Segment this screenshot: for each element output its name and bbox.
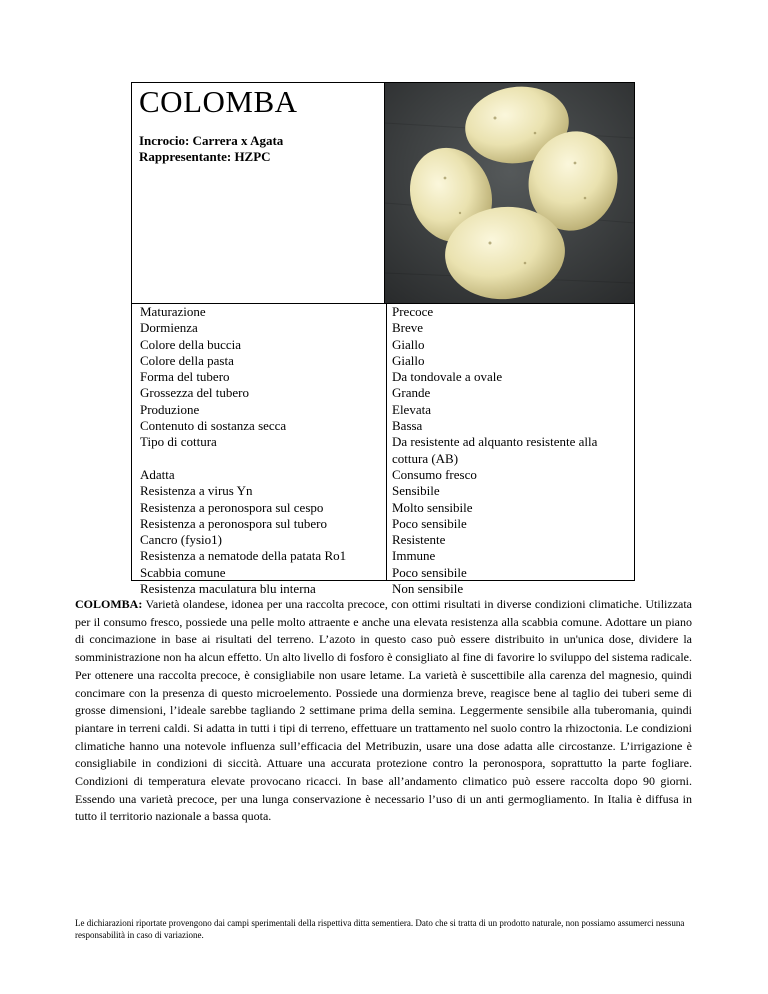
label-scabbia: Scabbia comune	[140, 564, 226, 580]
label-colore-buccia: Colore della buccia	[140, 336, 242, 352]
value-nematode: Immune	[392, 548, 436, 564]
label-grossezza-tubero: Grossezza del tubero	[140, 385, 250, 401]
label-maculatura: Resistenza maculatura blu interna	[140, 581, 316, 597]
property-values	[392, 304, 632, 597]
properties-table	[131, 304, 635, 597]
variety-meta	[139, 133, 283, 165]
value-tipo-cottura: Da resistente ad alquanto resistente alla cottura (AB)	[392, 434, 598, 466]
label-adatta: Adatta	[140, 466, 175, 482]
label-cancro: Cancro (fysio1)	[140, 532, 222, 548]
value-peronospora-tubero: Poco sensibile	[392, 515, 467, 531]
variety-description	[75, 596, 692, 826]
value-maculatura: Non sensibile	[392, 581, 464, 597]
value-adatta: Consumo fresco	[392, 466, 477, 482]
value-sostanza-secca: Bassa	[392, 418, 423, 434]
value-cancro: Resistente	[392, 532, 446, 548]
representative-info: Rappresentante: HZPC	[139, 149, 271, 164]
value-maturazione: Precoce	[392, 304, 434, 319]
value-dormienza: Breve	[392, 320, 424, 336]
label-maturazione: Maturazione	[140, 304, 206, 319]
label-forma-tubero: Forma del tubero	[140, 369, 230, 385]
value-forma-tubero: Da tondovale a ovale	[392, 369, 503, 385]
variety-title: COLOMBA	[139, 84, 298, 119]
value-peronospora-cespo: Molto sensibile	[392, 499, 473, 515]
potato-photo	[385, 82, 635, 304]
potato-illustration	[385, 83, 635, 304]
label-peronospora-tubero: Resistenza a peronospora sul tubero	[140, 515, 328, 531]
label-sostanza-secca: Contenuto di sostanza secca	[140, 418, 287, 434]
cross-info: Incrocio: Carrera x Agata	[139, 133, 284, 148]
label-nematode: Resistenza a nematode della patata Ro1	[140, 548, 347, 564]
value-produzione: Elevata	[392, 401, 431, 417]
column-divider	[386, 304, 387, 581]
description-lead: COLOMBA:	[75, 597, 143, 611]
label-colore-pasta: Colore della pasta	[140, 352, 234, 368]
value-colore-buccia: Giallo	[392, 336, 425, 352]
description-text: Varietà olandese, idonea per una raccolta precoce, con ottimi risultati in diverse condizioni climatiche. Utilizzata per il consumo fresco, possiede una pelle molto attraente e anche una elevata resistenza alla scabbia comune. Adottare un piano di concimazione in base ai risultati del terreno. L’azoto in questo caso può essere distribuito in un'unica dose, dividere la somministrazione non ha alcun effetto. Un alto livello di fosforo è consigliato al fine di favorire lo sviluppo del sistema radicale. Per ottenere una raccolta precoce, è consigliabile non usare letame. La varietà è suscettibile alla carenza del magnesio, quindi concimare con la presenza di questo microelemento. Possiede una dormienza breve, reagisce bene al taglio dei tuberi seme di grosse dimensioni, l’ideale sarebbe tagliando 2 settimane prima della semina. Leggermente sensibile alla tuberomania, quindi piantare in terreni caldi. Si adatta in tutti i tipi di terreno, effettuare un trattamento nel suolo contro la rhizoctonia. Le condizioni climatiche hanno una notevole influenza sull’efficacia del Metribuzin, usare una dose adatta alle circostanze. L’irrigazione è consigliabile in condizioni di siccità. Attuare una accurata protezione contro la peronospora, soprattutto la parte fogliare. Condizioni di temperatura elevate provocano ricacci. In base all’andamento climatico può essere raccolta dopo 90 giorni. Essendo una varietà precoce, per una lunga conservazione è necessario l’uso di un anti germogliamento. In Italia è diffusa in tutto il territorio nazionale a bassa quota.	[75, 597, 692, 824]
label-peronospora-cespo: Resistenza a peronospora sul cespo	[140, 499, 324, 515]
value-virus-yn: Sensibile	[392, 483, 440, 499]
value-colore-pasta: Giallo	[392, 352, 425, 368]
label-dormienza: Dormienza	[140, 320, 198, 336]
label-tipo-cottura: Tipo di cottura	[140, 434, 217, 450]
label-produzione: Produzione	[140, 401, 200, 417]
label-virus-yn: Resistenza a virus Yn	[140, 483, 253, 499]
value-grossezza-tubero: Grande	[392, 385, 431, 401]
property-labels	[140, 304, 384, 597]
value-scabbia: Poco sensibile	[392, 564, 467, 580]
disclaimer-footer: Le dichiarazioni riportate provengono dai campi sperimentali della rispettiva ditta sementiera. Dato che si tratta di un prodotto naturale, non possiamo assumerci nessuna responsabilità in caso di variazione.	[75, 918, 685, 940]
